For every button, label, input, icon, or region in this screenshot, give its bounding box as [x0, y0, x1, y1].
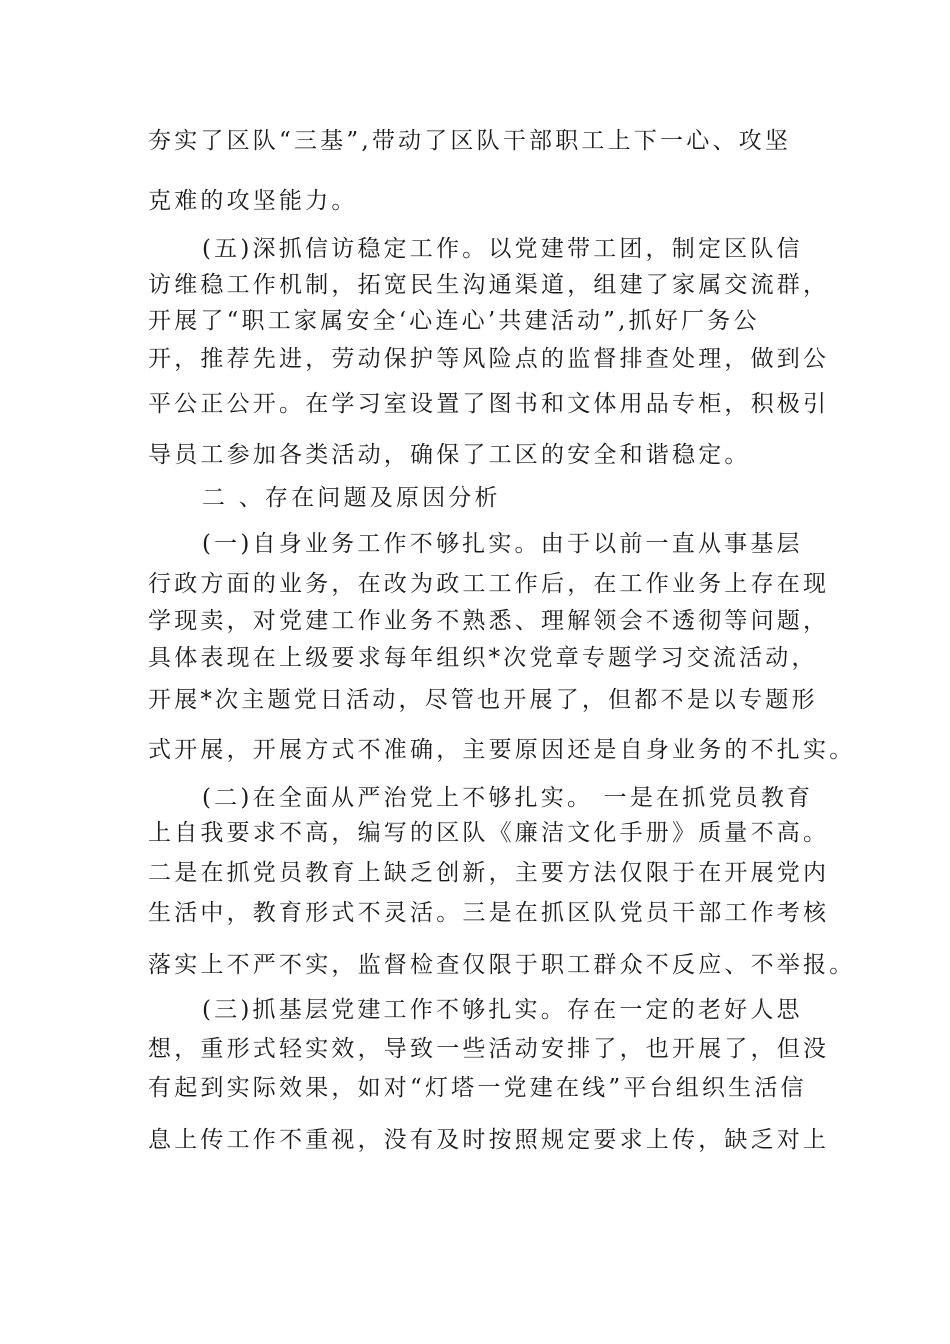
section-heading: 二 、存在问题及原因分析 [202, 485, 501, 511]
body-text-line: 生活中，教育形式不灵活。三是在抓区队党员干部工作考核 [148, 900, 830, 926]
body-text-line: 学现卖，对党建工作业务不熟悉、理解领会不透彻等问题， [148, 608, 830, 634]
body-text-line: 上自我要求不高，编写的区队《廉洁文化手册》质量不高。 [148, 820, 830, 846]
body-text-line: 开展*次主题党日活动，尽管也开展了，但都不是以专题形 [148, 687, 818, 713]
body-text-line: 开展了“职工家属安全‘心连心’共建活动”,抓好厂务公 [148, 308, 760, 334]
paragraph-3-heading-line: (三)抓基层党建工作不够扎实。存在一定的老好人思 [202, 997, 803, 1023]
body-text-line: 夯实了区队“三基”,带动了区队干部职工上下一心、攻坚 [148, 128, 792, 154]
paragraph-1-heading-line: (一)自身业务工作不够扎实。由于以前一直从事基层 [202, 531, 803, 557]
body-text-line: 式开展，开展方式不准确，主要原因还是自身业务的不扎实。 [148, 737, 856, 763]
body-text-line: 二是在抓党员教育上缺乏创新，主要方法仅限于在开展党内 [148, 860, 830, 886]
body-text-line: 具体表现在上级要求每年组织*次党章专题学习交流活动， [148, 645, 818, 671]
body-text-line: 落实上不严不实，监督检查仅限于职工群众不反应、不举报。 [148, 952, 856, 978]
body-text-line: 导员工参加各类活动，确保了工区的安全和谐稳定。 [148, 442, 751, 468]
body-text-line: 有起到实际效果，如对“灯塔一党建在线”平台组织生活信 [148, 1075, 807, 1101]
body-text-line: 访维稳工作机制，拓宽民生沟通渠道，组建了家属交流群， [148, 272, 830, 298]
paragraph-2-heading-line: (二)在全面从严治党上不够扎实。 一是在抓党员教育 [202, 785, 814, 811]
body-text-line: 息上传工作不重视，没有及时按照规定要求上传，缺乏对上 [148, 1127, 830, 1153]
body-text-line: 开，推荐先进，劳动保护等风险点的监督排查处理，做到公 [148, 346, 830, 372]
body-text-line: 行政方面的业务，在改为政工工作后，在工作业务上存在现 [148, 571, 830, 597]
body-text-line: 克难的攻坚能力。 [148, 188, 358, 214]
body-text-line: 想，重形式轻实效，导致一些活动安排了，也开展了，但没 [148, 1036, 830, 1062]
paragraph-5-heading-line: (五)深抓信访稳定工作。以党建带工团，制定区队信 [202, 236, 803, 262]
body-text-line: 平公正公开。在学习室设置了图书和文体用品专柜，积极引 [148, 391, 830, 417]
